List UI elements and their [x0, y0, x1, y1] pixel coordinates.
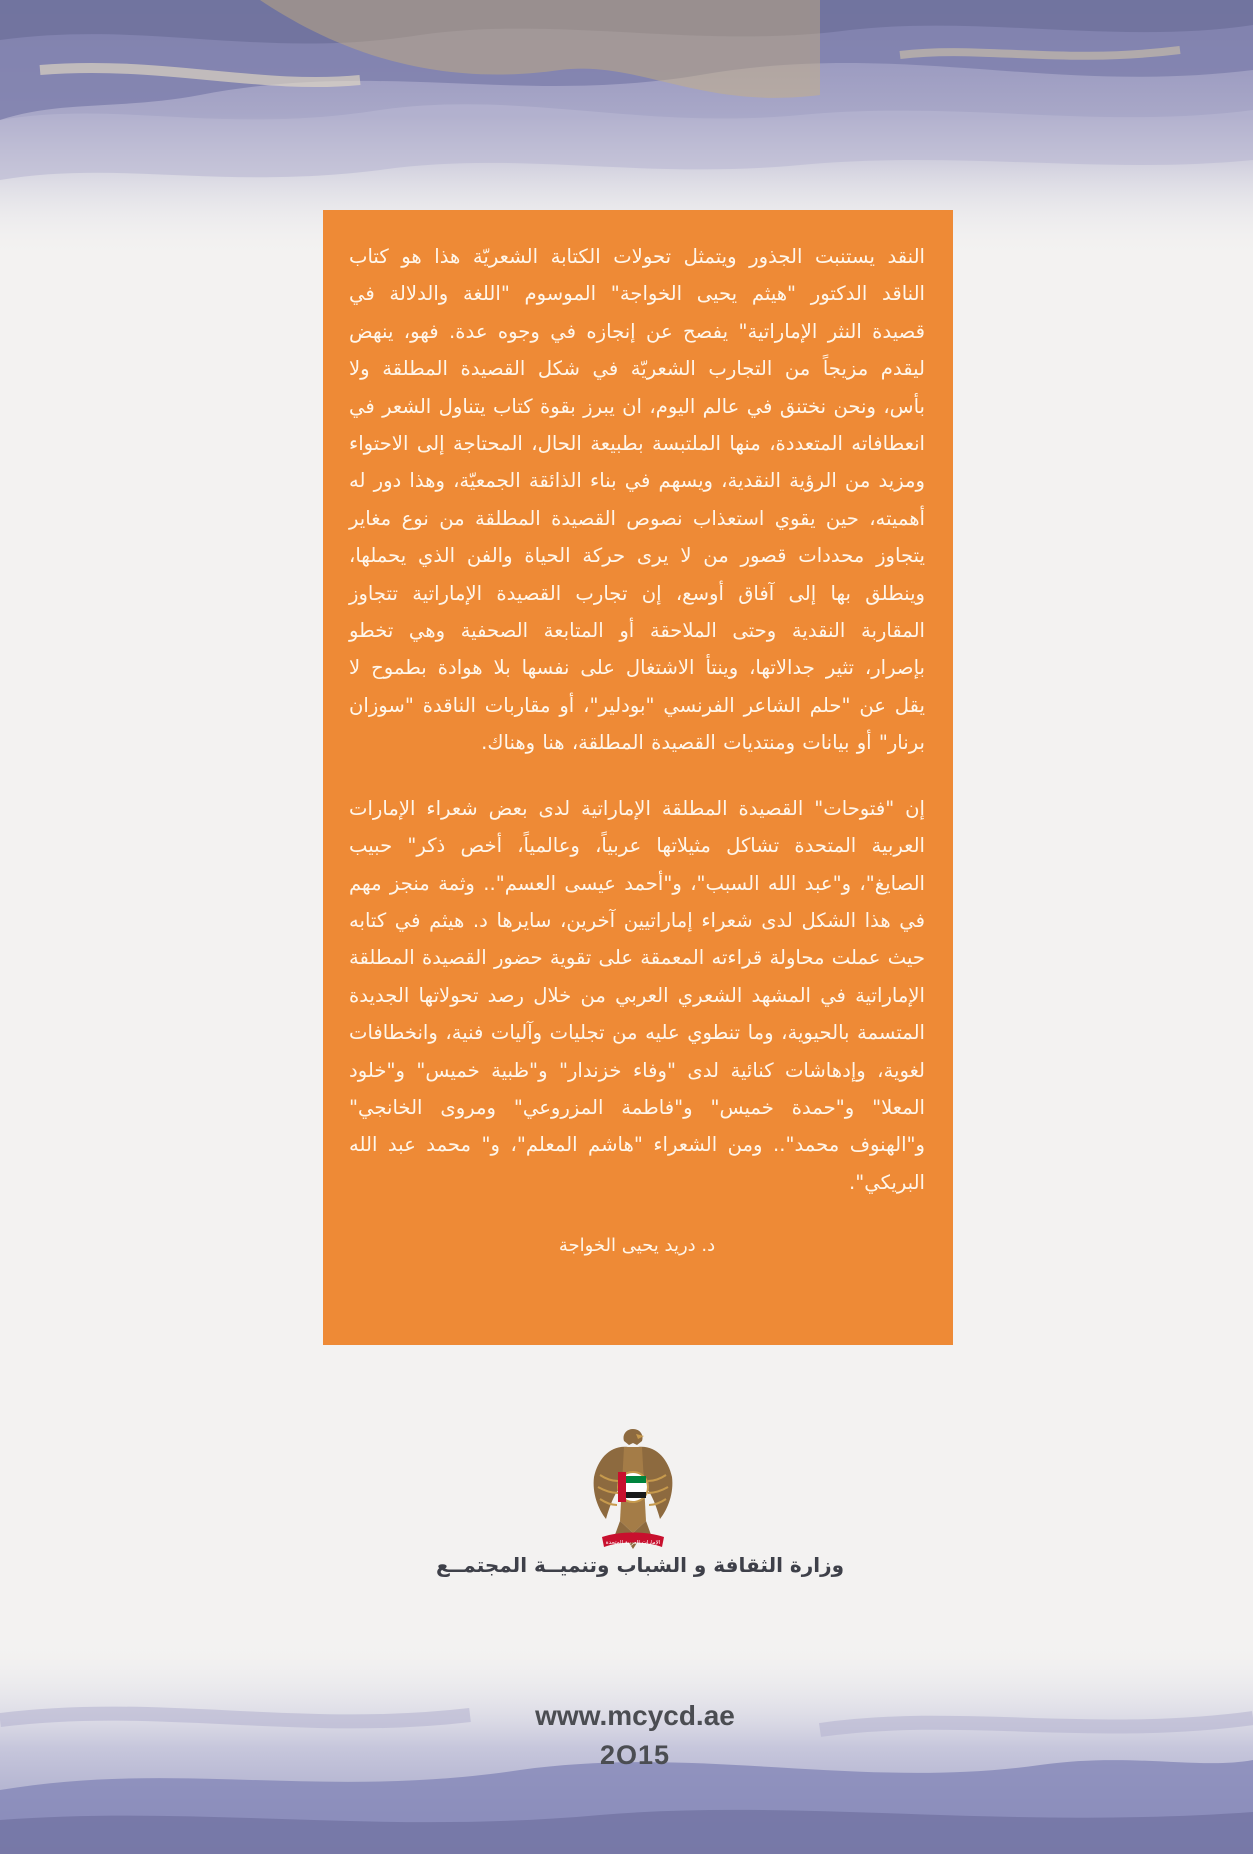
publisher-website: www.mcycd.ae	[535, 1700, 735, 1731]
blurb-signature: د. دريد يحيى الخواجة	[558, 1235, 716, 1257]
blurb-paragraph-1: النقد يستنبت الجذور ويتمثل تحولات الكتابة الشعريّة هذا هو كتاب الناقد الدكتور "هيثم يحيى الخواجة" الموسوم "اللغة والدلالة في قصيدة النثر الإماراتية" يفصح عن إنجازه في وجوه عدة. فهو، ينهض ليقدم مزيجاً من التجارب الشعريّة في شكل القصيدة المطلقة ولا بأس، ونحن نختنق في عالم اليوم، ان يبرز بقوة كتاب يتناول الشعر في انعطافاته المتعددة، منها الملتبسة بطبيعة الحال، المحتاجة إلى الاحتواء ومزيد من الرؤية النقدية، ويسهم في بناء الذائقة الجمعيّة، وهذا دور له أهميته، حين يقوي استعذاب نصوص القصيدة المطلقة من نوع مغاير يتجاوز محددات قصور من لا يرى حركة الحياة والفن الذي يحملها، وينطلق بها إلى آفاق أوسع، إن تجارب القصيدة الإماراتية تتجاوز المقاربة النقدية وحتى الملاحقة أو المتابعة الصحفية وهي تخطو بإصرار، تثير جدالاتها، وينتأ الاشتغال على نفسها بلا هوادة بطموح لا يقل عن "حلم الشاعر الفرنسي "بودلير"، أو مقاربات الناقدة "سوزان برنار" أو بيانات ومنتديات القصيدة المطلقة، هنا وهناك.	[349, 245, 925, 755]
uae-falcon-emblem-icon	[590, 1425, 676, 1555]
blurb-paragraph-2: إن "فتوحات" القصيدة المطلقة الإماراتية لدى بعض شعراء الإمارات العربية المتحدة تشاكل مثيلاتها عربياً، وعالمياً، أخص ذكر" حبيب الصايغ"، و"عبد الله السبب"، و"أحمد عيسى العسم".. وثمة منجز مهم في هذا الشكل لدى شعراء إماراتيين آخرين، سايرها د. هيثم في كتابه حيث عملت محاولة قراءته المعمقة على تقوية حضور القصيدة المطلقة الإماراتية في المشهد الشعري العربي من خلال رصد تحولاتها الجديدة المتسمة بالحيوية، وما تنطوي عليه من تجليات وآليات فنية، وانخطافات لغوية، وإدهاشات كنائية لدى "وفاء خزندار" و"ظبية خميس" و"خلود المعلا" و"حمدة خميس" و"فاطمة المزروعي" ومروى الخانجي" و"الهنوف محمد".. ومن الشعراء "هاشم المعلم"، و" محمد عبد الله البريكي".	[349, 796, 925, 1194]
back-cover-blurb-panel	[323, 210, 953, 1345]
publication-year: 2O15	[599, 1740, 671, 1770]
emblem-scroll-label: الإمارات العربية المتحدة	[605, 1540, 661, 1546]
ministry-name: وزارة الثقافة و الشباب وتنميــة المجتمــع	[435, 1553, 845, 1577]
